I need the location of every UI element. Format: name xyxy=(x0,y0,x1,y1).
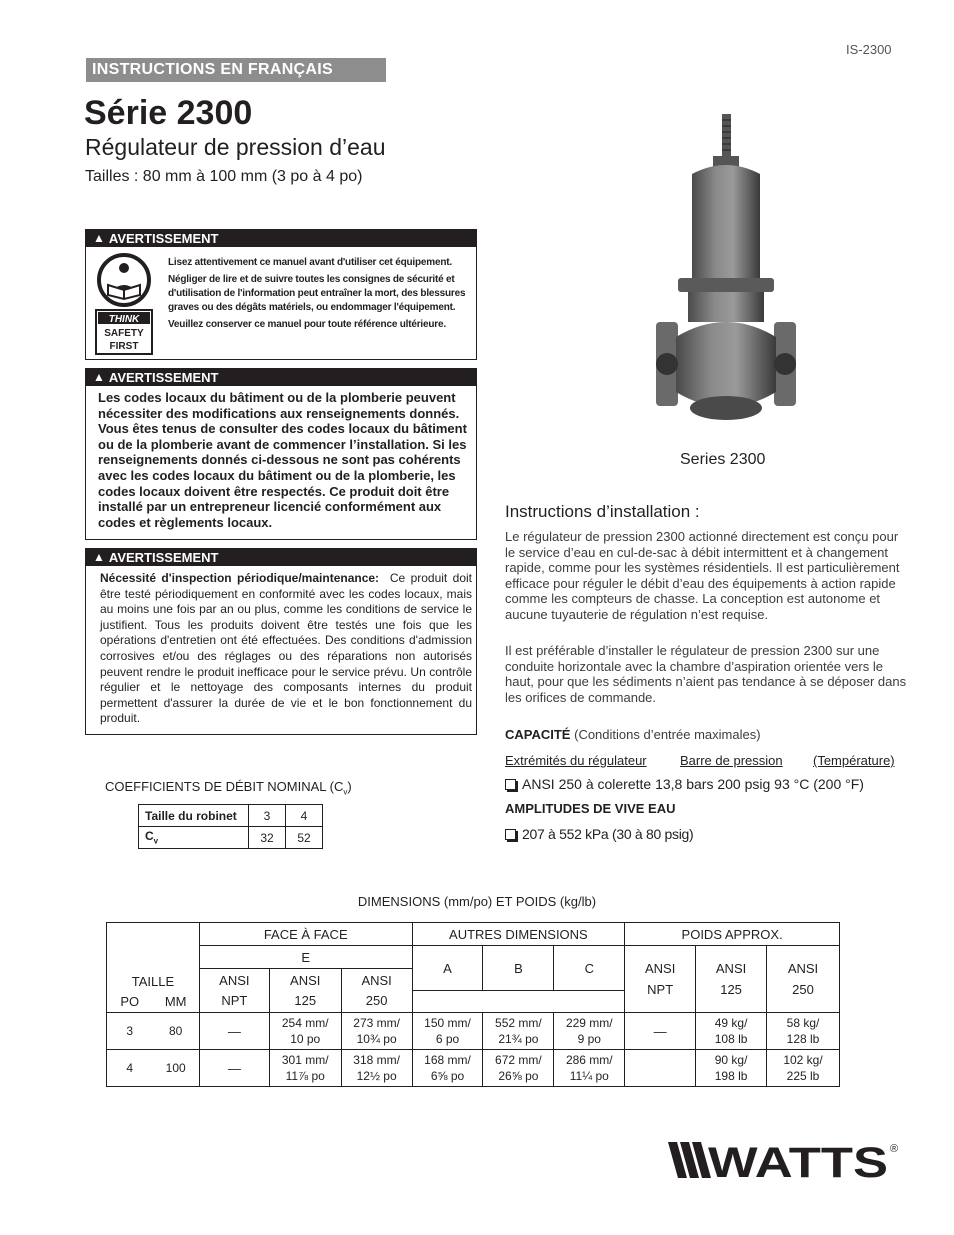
table-cell: 32 xyxy=(249,827,286,849)
icon-label-safety: SAFETY xyxy=(104,328,144,339)
col-header-po: PO xyxy=(107,991,153,1013)
dimensions-title: DIMENSIONS (mm/po) ET POIDS (kg/lb) xyxy=(357,894,597,909)
column-header: Barre de pression xyxy=(680,753,783,768)
capacity-line: CAPACITÉ (Conditions d’entrée maximales) xyxy=(505,727,761,742)
table-cell: 3 xyxy=(107,1013,153,1050)
table-cell: 52 xyxy=(286,827,323,849)
table-row xyxy=(107,1013,840,1050)
installation-title: Instructions d’installation : xyxy=(505,502,700,521)
warning-paragraph: Négliger de lire et de suivre toutes les consignes de sécurité et d'utilisation de l'information peut entraîner la mort, des blessures graves ou des dégâts matériels, ou endommager l'équipement. xyxy=(168,274,466,313)
amplitude-line: 207 à 552 kPa (30 à 80 psig) xyxy=(505,826,693,842)
checkbox-icon xyxy=(505,829,516,840)
installation-paragraph: Il est préférable d’installer le régulateur de pression 2300 sur une conduite horizontale avec la chambre d’aspiration orientée vers le haut, pour que les sédiments n’aient pas tendance à se déposer dans les orifices de commande. xyxy=(505,643,907,705)
col-header-e-250: ANSI 250 xyxy=(341,969,412,1013)
table-cell: 168 mm/ 6⅝ po xyxy=(412,1050,483,1087)
warning-triangle-icon: ▲ xyxy=(93,370,105,384)
table-cell: 80 xyxy=(152,1013,199,1050)
cv-table xyxy=(138,804,323,849)
amplitude-title: AMPLITUDES DE VIVE EAU xyxy=(505,801,676,816)
warning-text: Les codes locaux du bâtiment ou de la plomberie peuvent nécessiter des modifications aux renseignements donnés. Vous êtes tenus de consulter des codes locaux du bâtiment ou de la plomberie avant de commencer l’installation. Si les renseignements donnés ci-dessous ne sont pas cohérents avec les codes locaux du bâtiment ou de la plomberie, les codes locaux doivent être respectés. Ce produit doit être installé par un entrepreneur licencié conformément aux codes et règlements locaux. xyxy=(98,390,467,530)
table-cell: 229 mm/ 9 po xyxy=(554,1013,625,1050)
col-header-e-125: ANSI 125 xyxy=(269,969,341,1013)
table-row xyxy=(139,805,323,827)
spacer-cell xyxy=(412,991,625,1013)
column-header: (Température) xyxy=(813,753,895,768)
product-photo xyxy=(648,112,804,442)
group-header: AUTRES DIMENSIONS xyxy=(412,923,625,946)
think-safety-first-icon xyxy=(95,252,153,356)
group-header: FACE À FACE xyxy=(199,923,412,946)
icon-label-think: THINK xyxy=(108,314,140,325)
table-cell: 102 kg/ 225 lb xyxy=(767,1050,840,1087)
table-row xyxy=(139,827,323,849)
group-header: POIDS APPROX. xyxy=(625,923,840,946)
warning-heading xyxy=(86,549,476,566)
warning-body: Ce produit doit être testé périodiquement en conformité avec les codes locaux, mais au moins une fois par an ou plus, comme les conditions de service le justifient. Tous les produits doivent être testés une fois que les opérations d'entretien ont été effectuées. Des conditions d'admission corrosives et/ou des réglages ou des réparations non autorisés peuvent rendre le produit inefficace pour le service prévu. Un contrôle régulier et le nettoyage des composants internes du produit permettent d'assurer la durée de vie et le bon fonctionnement du produit. xyxy=(100,571,473,726)
table-cell: 254 mm/ 10 po xyxy=(269,1013,341,1050)
warning-heading-label: AVERTISSEMENT xyxy=(108,370,219,385)
col-header-w-npt: ANSI NPT xyxy=(625,946,696,1013)
table-row xyxy=(107,1050,840,1087)
table-cell xyxy=(625,1050,696,1087)
page-subtitle: Régulateur de pression d’eau xyxy=(85,134,386,160)
table-cell: 150 mm/ 6 po xyxy=(412,1013,483,1050)
table-cell: — xyxy=(199,1013,269,1050)
photo-caption: Series 2300 xyxy=(680,451,766,468)
column-header: Extrémités du régulateur xyxy=(505,753,647,768)
table-cell: 100 xyxy=(152,1050,199,1087)
table-cell: 672 mm/ 26⅝ po xyxy=(483,1050,554,1087)
installation-paragraph: Le régulateur de pression 2300 actionné directement est conçu pour le service d’eau en cul-de-sac à débit intermittent et à changement rapide, comme pour les systèmes résidentiels. Il est particulièrement efficace pour réguler le débit d’eau des équipements à action rapide comme les compteurs de chasse. La conception est autonome et aucune tuyauterie de régulation n’est requise. xyxy=(505,529,900,622)
language-banner: INSTRUCTIONS EN FRANÇAIS xyxy=(86,58,386,82)
warning-heading-label: AVERTISSEMENT xyxy=(108,231,219,246)
table-cell: 318 mm/ 12½ po xyxy=(341,1050,412,1087)
watts-logo xyxy=(668,1140,900,1180)
table-cell: 286 mm/ 11¼ po xyxy=(554,1050,625,1087)
registered-mark: ® xyxy=(890,1143,899,1155)
table-cell: Taille du robinet xyxy=(139,805,249,827)
checkbox-icon xyxy=(505,779,516,790)
table-cell: 90 kg/ 198 lb xyxy=(696,1050,767,1087)
table-cell: 4 xyxy=(286,805,323,827)
document-id: IS-2300 xyxy=(846,42,892,57)
cv-title: COEFFICIENTS DE DÉBIT NOMINAL $(C_v)$ xyxy=(105,779,352,797)
icon-label-first: FIRST xyxy=(109,341,139,352)
col-header-a: A xyxy=(412,946,483,991)
table-row xyxy=(107,946,840,969)
table-cell: $C_v$ xyxy=(139,827,249,849)
table-cell: 3 xyxy=(249,805,286,827)
warning-box-manual xyxy=(85,229,477,360)
ansi-line: ANSI 250 à colerette 13,8 bars 200 psig 93 °C (200 °F) xyxy=(505,776,864,792)
col-header-mm: MM xyxy=(152,991,199,1013)
col-header-c: C xyxy=(554,946,625,991)
warning-box-maintenance xyxy=(85,548,477,735)
table-cell: 58 kg/ 128 lb xyxy=(767,1013,840,1050)
logo-wordmark: WATTS xyxy=(708,1140,888,1180)
table-cell: — xyxy=(199,1050,269,1087)
sizes-line: Tailles : 80 mm à 100 mm (3 po à 4 po) xyxy=(85,168,363,185)
table-row xyxy=(107,923,840,946)
table-cell: 4 xyxy=(107,1050,153,1087)
e-header: E xyxy=(199,946,412,969)
table-cell: — xyxy=(625,1013,696,1050)
warning-heading xyxy=(86,230,476,247)
warning-text xyxy=(100,571,472,727)
warning-paragraph: Lisez attentivement ce manuel avant d'utiliser cet équipement. xyxy=(168,257,452,268)
table-cell: 273 mm/ 10¾ po xyxy=(341,1013,412,1050)
col-header-b: B xyxy=(483,946,554,991)
warning-box-codes xyxy=(85,368,477,540)
table-cell: 552 mm/ 21¾ po xyxy=(483,1013,554,1050)
dimensions-table xyxy=(106,922,840,1087)
warning-paragraph: Veuillez conserver ce manuel pour toute référence ultérieure. xyxy=(168,319,446,330)
taille-header: TAILLE xyxy=(107,923,200,991)
warning-heading xyxy=(86,369,476,386)
table-cell: 49 kg/ 108 lb xyxy=(696,1013,767,1050)
warning-text xyxy=(168,256,473,335)
col-header-e-npt: ANSI NPT xyxy=(199,969,269,1013)
table-cell: 301 mm/ 11⅞ po xyxy=(269,1050,341,1087)
warning-triangle-icon: ▲ xyxy=(93,550,105,564)
page-title: Série 2300 xyxy=(84,94,253,132)
col-header-w-250: ANSI 250 xyxy=(767,946,840,1013)
col-header-w-125: ANSI 125 xyxy=(696,946,767,1013)
warning-lead: Nécessité d'inspection périodique/maintenance: xyxy=(100,571,380,585)
warning-heading-label: AVERTISSEMENT xyxy=(108,550,219,565)
warning-triangle-icon: ▲ xyxy=(93,231,105,245)
